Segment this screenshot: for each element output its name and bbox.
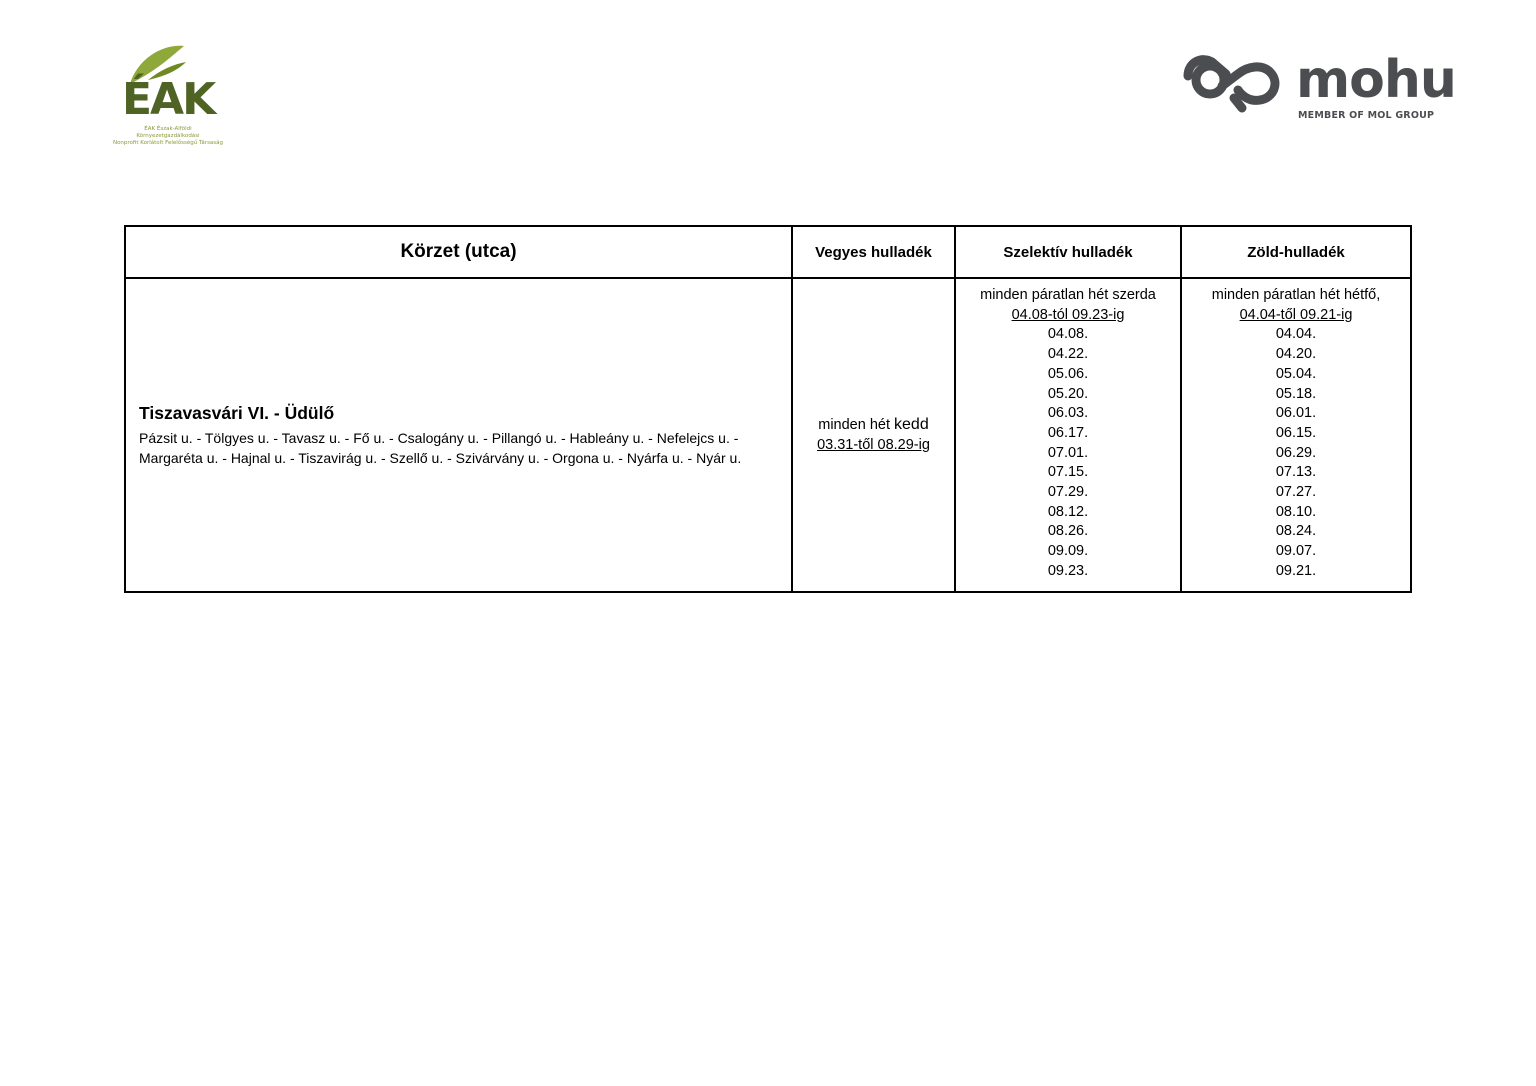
date-item: 08.24.: [1275, 523, 1317, 540]
mohu-tagline: MEMBER OF MOL GROUP: [1298, 110, 1435, 121]
date-item: 04.22.: [1047, 346, 1089, 363]
selective-dates-list: [956, 325, 1180, 581]
date-item: 08.12.: [1047, 503, 1089, 520]
date-item: 07.29.: [1047, 484, 1089, 501]
date-item: 05.18.: [1275, 385, 1317, 402]
date-item: 06.17.: [1047, 424, 1089, 441]
date-item: 05.06.: [1047, 365, 1089, 382]
area-title: Tiszavasvári VI. - Üdülő: [139, 402, 335, 423]
date-item: 09.21.: [1275, 562, 1317, 579]
streets-line: Pázsit u. - Tölgyes u. - Tavasz u. - Fő u. - Csalogány u. - Pillangó u. - Hableány u. - Nefelejcs u. -: [139, 429, 739, 446]
area-streets: [139, 428, 783, 468]
eak-subtitle-line: Környezetgazdálkodási: [136, 133, 200, 139]
date-item: 08.10.: [1275, 503, 1317, 520]
selective-waste-cell: [955, 278, 1181, 592]
date-item: 04.08.: [1047, 326, 1089, 343]
date-item: 05.20.: [1047, 385, 1089, 402]
mixed-prefix: minden hét: [818, 417, 895, 433]
date-item: 09.09.: [1047, 543, 1089, 560]
eak-subtitle: [108, 126, 228, 147]
date-item: 06.01.: [1275, 405, 1317, 422]
date-item: 06.15.: [1275, 424, 1317, 441]
eak-subtitle-line: Nonprofit Korlátolt Felelősségű Társaság: [112, 140, 224, 146]
eak-letters: ÉAK: [122, 74, 215, 125]
selective-rule: minden páratlan hét szerda: [980, 287, 1156, 303]
table-header-row: [125, 226, 1411, 278]
date-item: 07.01.: [1047, 444, 1089, 461]
mohu-logo: [1182, 50, 1456, 122]
mohu-wordmark: mohu: [1296, 50, 1456, 110]
date-item: 06.03.: [1047, 405, 1089, 422]
mixed-waste-cell: [792, 278, 955, 592]
date-item: 06.29.: [1275, 444, 1317, 461]
green-rule: minden páratlan hét hétfő,: [1211, 287, 1381, 303]
date-item: 04.04.: [1275, 326, 1317, 343]
date-item: 07.27.: [1275, 484, 1317, 501]
date-item: 05.04.: [1275, 365, 1317, 382]
date-item: 09.23.: [1047, 562, 1089, 579]
date-item: 09.07.: [1275, 543, 1317, 560]
mohu-infinity-icon: [1182, 52, 1286, 114]
collection-schedule-table: [124, 225, 1412, 593]
header-selective-waste: Szelektív hulladék: [955, 226, 1181, 278]
date-item: 08.26.: [1047, 523, 1089, 540]
green-dates-list: [1182, 325, 1410, 581]
selective-range: 04.08-tól 09.23-ig: [1011, 306, 1125, 323]
green-range: 04.04-től 09.21-ig: [1239, 306, 1353, 323]
header-area: Körzet (utca): [125, 226, 792, 278]
eak-logo: [108, 40, 228, 152]
eak-subtitle-line: ÉAK Észak-Alföldi: [144, 126, 192, 132]
date-item: 07.13.: [1275, 464, 1317, 481]
green-waste-cell: [1181, 278, 1411, 592]
date-item: 04.20.: [1275, 346, 1317, 363]
streets-line: Margaréta u. - Hajnal u. - Tiszavirág u. - Szellő u. - Szivárvány u. - Orgona u. - Nyárfa u. - Nyár u.: [139, 449, 742, 466]
mixed-frequency: [793, 415, 954, 435]
header-mixed-waste: Vegyes hulladék: [792, 226, 955, 278]
area-cell: [125, 278, 792, 592]
table-row: [125, 278, 1411, 592]
mixed-day: kedd: [894, 416, 929, 433]
header-green-waste: Zöld-hulladék: [1181, 226, 1411, 278]
mixed-range: 03.31-től 08.29-ig: [817, 437, 930, 453]
date-item: 07.15.: [1047, 464, 1089, 481]
